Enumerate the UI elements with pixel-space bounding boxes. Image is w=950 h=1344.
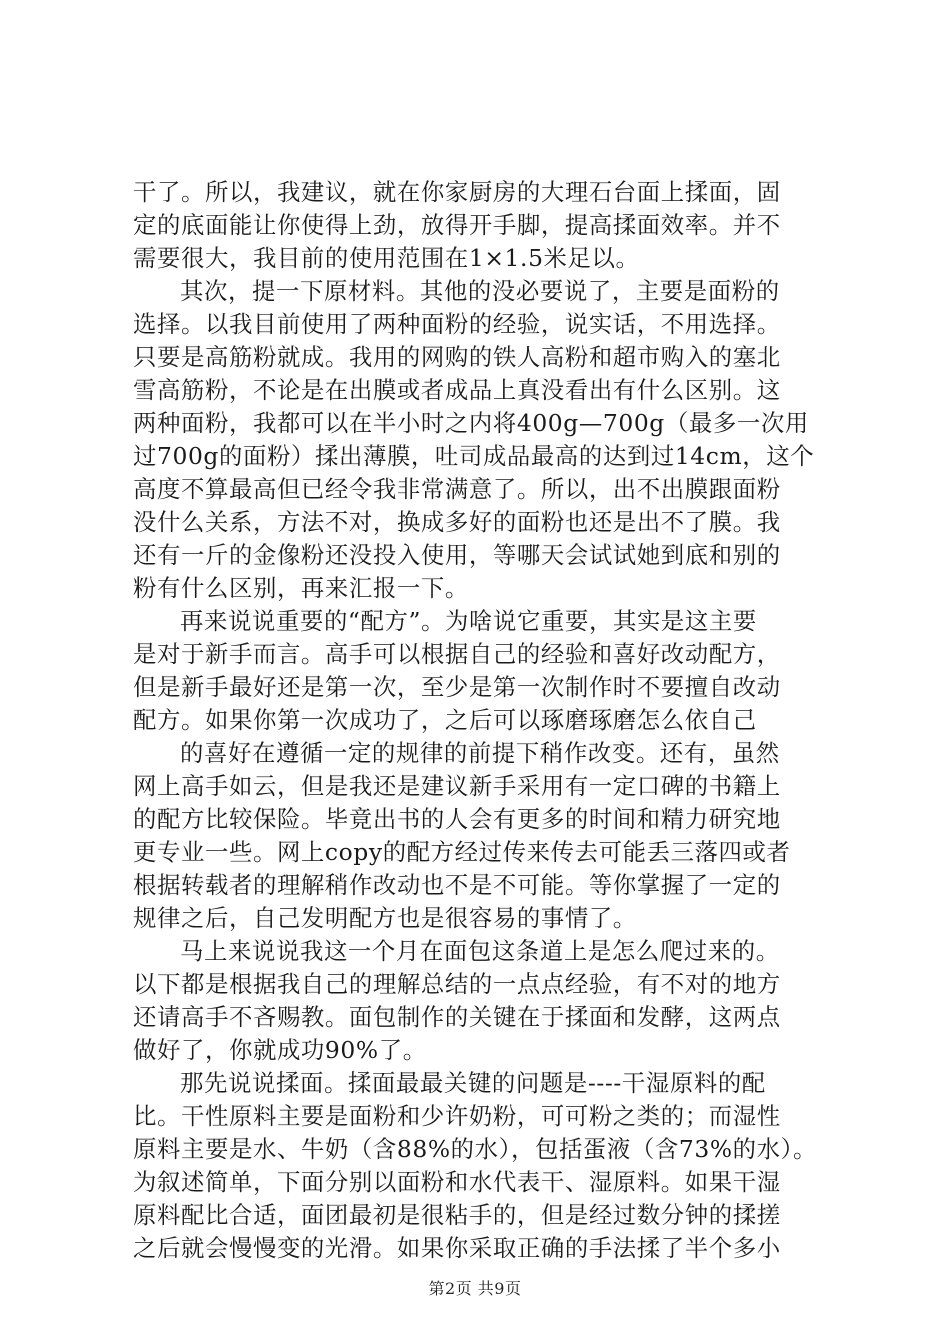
paragraph-start-line: 的喜好在遵循一定的规律的前提下稍作改变。还有，虽然 [180, 739, 780, 767]
paragraph-start-line: 那先说说揉面。揉面最最关键的问题是----干湿原料的配 [180, 1069, 766, 1097]
text-line: 比。干性原料主要是面粉和少许奶粉，可可粉之类的；而湿性 [133, 1102, 781, 1130]
text-line: 规律之后，自己发明配方也是很容易的事情了。 [133, 904, 637, 932]
text-line: 原料主要是水、牛奶（含88%的水），包括蛋液（含73%的水）。 [133, 1135, 817, 1163]
text-line: 雪高筋粉，不论是在出膜或者成品上真没看出有什么区别。这 [133, 376, 781, 404]
text-line: 是对于新手而言。高手可以根据自己的经验和喜好改动配方， [133, 640, 781, 668]
text-line: 网上高手如云，但是我还是建议新手采用有一定口碑的书籍上 [133, 772, 781, 800]
text-line: 两种面粉，我都可以在半小时之内将400g—700g（最多一次用 [133, 409, 809, 437]
text-line: 还有一斤的金像粉还没投入使用，等哪天会试试她到底和别的 [133, 541, 781, 569]
text-line: 以下都是根据我自己的理解总结的一点点经验，有不对的地方 [133, 970, 781, 998]
text-line: 还请高手不吝赐教。面包制作的关键在于揉面和发酵，这两点 [133, 1003, 781, 1031]
text-line: 只要是高筋粉就成。我用的网购的铁人高粉和超市购入的塞北 [133, 343, 781, 371]
page-number-footer: 第2页 共9页 [428, 1279, 522, 1298]
text-line: 更专业一些。网上copy的配方经过传来传去可能丢三落四或者 [133, 838, 791, 866]
text-line: 做好了，你就成功90%了。 [133, 1036, 427, 1064]
paragraph-start-line: 其次，提一下原材料。其他的没必要说了，主要是面粉的 [180, 277, 780, 305]
text-line: 定的底面能让你使得上劲，放得开手脚，提高揉面效率。并不 [133, 211, 781, 239]
text-line: 粉有什么区别，再来汇报一下。 [133, 574, 469, 602]
text-line: 高度不算最高但已经令我非常满意了。所以，出不出膜跟面粉 [133, 475, 781, 503]
text-line: 配方。如果你第一次成功了，之后可以琢磨琢磨怎么依自己 [133, 706, 757, 734]
paragraph-start-line: 马上来说说我这一个月在面包这条道上是怎么爬过来的。 [180, 937, 780, 965]
text-line: 原料配比合适，面团最初是很粘手的，但是经过数分钟的揉搓 [133, 1201, 781, 1229]
paragraph-start-line: 再来说说重要的“配方”。为啥说它重要，其实是这主要 [180, 607, 757, 635]
text-line: 干了。所以，我建议，就在你家厨房的大理石台面上揉面，固 [133, 178, 781, 206]
text-line: 根据转载者的理解稍作改动也不是不可能。等你掌握了一定的 [133, 871, 781, 899]
text-line: 没什么关系，方法不对，换成多好的面粉也还是出不了膜。我 [133, 508, 781, 536]
text-line: 需要很大，我目前的使用范围在1×1.5米足以。 [133, 244, 640, 272]
text-line: 为叙述简单，下面分别以面粉和水代表干、湿原料。如果干湿 [133, 1168, 781, 1196]
document-body [133, 176, 833, 1265]
text-line: 之后就会慢慢变的光滑。如果你采取正确的手法揉了半个多小 [133, 1234, 781, 1262]
text-line: 的配方比较保险。毕竟出书的人会有更多的时间和精力研究地 [133, 805, 781, 833]
text-line: 过700g的面粉）揉出薄膜，吐司成品最高的达到过14cm，这个 [133, 442, 815, 470]
text-line: 选择。以我目前使用了两种面粉的经验，说实话，不用选择。 [133, 310, 781, 338]
text-line: 但是新手最好还是第一次，至少是第一次制作时不要擅自改动 [133, 673, 781, 701]
